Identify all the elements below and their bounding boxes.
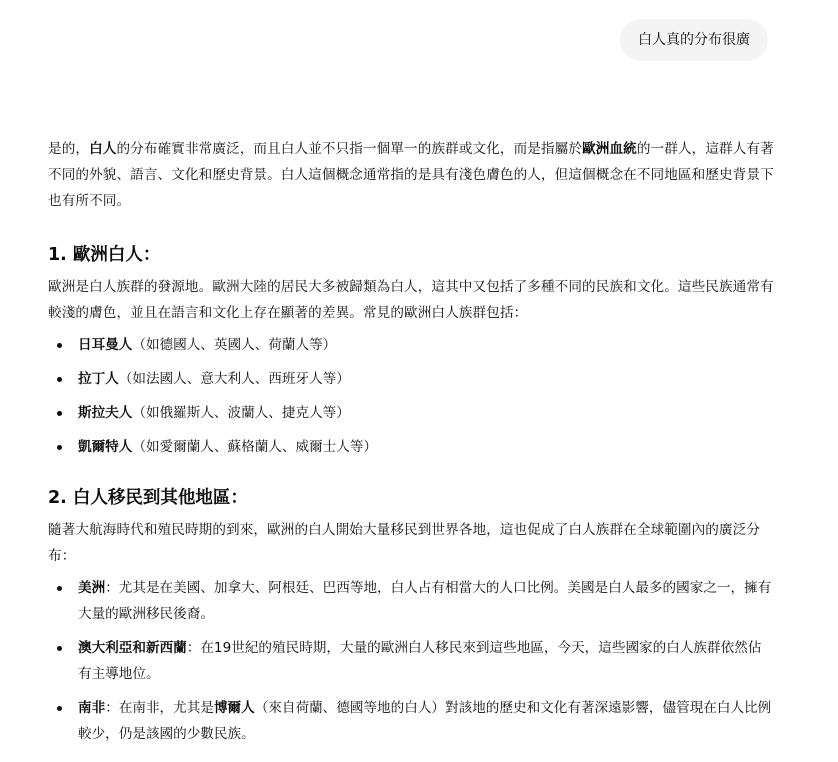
bullet-dot-icon	[57, 586, 62, 591]
section1-list	[48, 332, 774, 460]
list-item-bold: 凱爾特人	[78, 439, 133, 455]
list-item-bold-boer: 博爾人	[213, 700, 255, 716]
intro-bold-white-people: 白人	[89, 141, 117, 157]
list-item-text: ：在南非，尤其是	[105, 700, 214, 716]
list-item-bold: 南非	[78, 700, 106, 716]
list-item-text: ：在19世紀的殖民時期，大量的歐洲白人移民來到這些地區，今天，這些國家的白人族群依然佔有主導地位。	[78, 640, 762, 682]
list-item	[48, 635, 774, 687]
intro-text-1: 是的，	[48, 141, 90, 157]
list-item-text: （如德國人、英國人、荷蘭人等）	[132, 337, 337, 353]
list-item	[48, 400, 774, 426]
bullet-dot-icon	[57, 706, 62, 711]
bullet-dot-icon	[57, 411, 62, 416]
section2-list	[48, 575, 774, 747]
list-item-text: （如俄羅斯人、波蘭人、捷克人等）	[132, 405, 350, 421]
bullet-dot-icon	[57, 646, 62, 651]
list-item-text: ：尤其是在美國、加拿大、阿根廷、巴西等地，白人占有相當大的人口比例。美國是白人最多的國家之一，擁有大量的歐洲移民後裔。	[78, 580, 772, 622]
bullet-dot-icon	[57, 377, 62, 382]
list-item-bold: 澳大利亞和新西蘭	[78, 640, 187, 656]
list-item-bold: 日耳曼人	[78, 337, 133, 353]
list-item-text-2: （來自荷蘭、德國等地的白人）對該地的歷史和文化有著深遠影響，儘管現在白人比例較少，仍是該國的少數民族。	[78, 700, 772, 742]
list-item-bold: 拉丁人	[78, 371, 119, 387]
section2-paragraph: 隨著大航海時代和殖民時期的到來，歐洲的白人開始大量移民到世界各地，這也促成了白人族群在全球範圍內的廣泛分布：	[48, 522, 761, 564]
assistant-response	[48, 136, 774, 755]
list-item	[48, 695, 774, 747]
intro-bold-european-descent: 歐洲血統	[582, 141, 637, 157]
intro-text-2: 的分布確實非常廣泛，而且白人並不只指一個單一的族群或文化，而是指屬於	[116, 141, 583, 157]
intro-paragraph	[48, 136, 774, 214]
list-item	[48, 434, 774, 460]
section2-heading: 2. 白人移民到其他地區：	[48, 488, 248, 508]
section1-heading: 1. 歐洲白人：	[48, 245, 161, 265]
user-message-bubble: 白人真的分布很廣	[620, 19, 768, 61]
section1-paragraph: 歐洲是白人族群的發源地。歐洲大陸的居民大多被歸類為白人，這其中又包括了多種不同的民族和文化。這些民族通常有較淺的膚色，並且在語言和文化上存在顯著的差異。常見的歐洲白人族群包括：	[48, 279, 774, 321]
list-item	[48, 366, 774, 392]
list-item	[48, 575, 774, 627]
list-item	[48, 332, 774, 358]
bullet-dot-icon	[57, 343, 62, 348]
bullet-dot-icon	[57, 445, 62, 450]
user-message-row	[620, 19, 768, 61]
list-item-bold: 美洲	[78, 580, 106, 596]
list-item-bold: 斯拉夫人	[78, 405, 133, 421]
intro-text-3: 的一群人，這群人有著不同的外貌、語言、文化和歷史背景。白人這個概念通常指的是具有淺色膚色的人，但這個概念在不同地區和歷史背景下也有所不同。	[48, 141, 774, 209]
list-item-text: （如法國人、意大利人、西班牙人等）	[118, 371, 350, 387]
list-item-text: （如愛爾蘭人、蘇格蘭人、威爾士人等）	[132, 439, 378, 455]
